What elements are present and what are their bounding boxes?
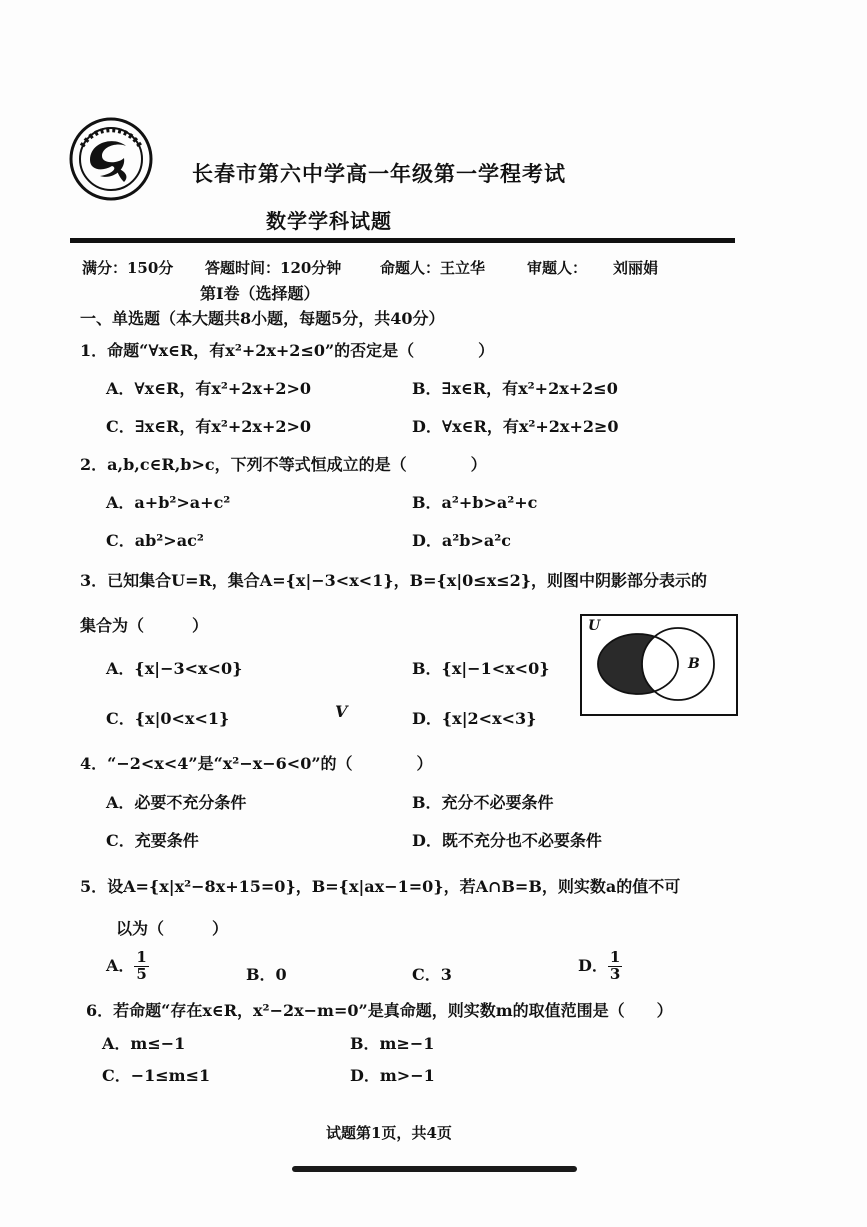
q4-option-b: B．充分不必要条件 [412,793,554,812]
question-3-stem: 3．已知集合U=R，集合A={x|−3<x<1}，B={x|0≤x≤2}，则图中阴影部分表示的 [80,571,708,590]
question-4-stem: 4．“−2<x<4”是“x²−x−6<0”的（ ） [80,754,433,773]
venn-universe-label: U [588,618,601,634]
school-logo [68,116,154,202]
q3-option-a: A．{x|−3<x<0} [106,659,243,678]
q5-option-a: A． $\frac{1}{5}$ [106,948,147,983]
exam-subtitle: 数学学科试题 [266,209,392,233]
home-indicator[interactable] [292,1166,577,1172]
answer-time: 答题时间：120分钟 [205,259,342,277]
venn-set-b-label: B [688,656,700,672]
q5-option-c: C．3 [412,965,452,984]
question-2-stem: 2．a,b,c∈R,b>c，下列不等式恒成立的是（ ） [80,455,487,474]
full-score: 满分：150分 [82,259,174,277]
handwritten-mark: V [335,702,348,721]
q4-option-c: C．充要条件 [106,831,199,850]
question-6-stem: 6．若命题“存在x∈R，x²−2x−m=0”是真命题，则实数m的取值范围是（ ） [86,1001,673,1020]
header-rule [70,238,735,243]
q1-option-a: A．∀x∈R，有x²+2x+2>0 [106,379,312,398]
q2-option-d: D．a²b>a²c [412,531,511,550]
q2-option-a: A．a+b²>a+c² [106,493,231,512]
q1-option-d: D．∀x∈R，有x²+2x+2≥0 [412,417,619,436]
q6-option-c: C．−1≤m≤1 [102,1066,211,1085]
section-title: 一、单选题（本大题共8小题，每题5分，共40分） [80,309,445,328]
q1-option-b: B．∃x∈R，有x²+2x+2≤0 [412,379,618,398]
q5-option-b: B．0 [246,965,287,984]
q1-option-c: C．∃x∈R，有x²+2x+2>0 [106,417,312,436]
venn-diagram [580,614,740,718]
question-author: 命题人：王立华 [380,259,486,277]
q6-option-a: A．m≤−1 [102,1034,186,1053]
question-5-stem: 5．设A={x|x²−8x+15=0}，B={x|ax−1=0}，若A∩B=B，则实数a的值不可 [80,877,681,896]
question-5-stem-continued: 以为（ ） [116,919,229,938]
question-3-stem-continued: 集合为（ ） [80,616,209,635]
q6-option-d: D．m>−1 [350,1066,435,1085]
q6-option-b: B．m≥−1 [350,1034,435,1053]
question-1-stem: 1．命题“∀x∈R，有x²+2x+2≤0”的否定是（ ） [80,341,495,360]
exam-title: 长春市第六中学高一年级第一学程考试 [192,161,566,186]
q4-option-d: D．既不充分也不必要条件 [412,831,602,850]
q5-option-d: D． $\frac{1}{3}$ [578,948,621,983]
q3-option-b: B．{x|−1<x<0} [412,659,550,678]
q2-option-c: C．ab²>ac² [106,531,204,550]
volume-title: 第Ⅰ卷（选择题） [200,284,320,303]
q2-option-b: B．a²+b>a²+c [412,493,538,512]
reviewer-label: 审题人： [527,259,588,277]
q3-option-d: D．{x|2<x<3} [412,709,537,728]
q4-option-a: A．必要不充分条件 [106,793,247,812]
q3-option-c: C．{x|0<x<1} [106,709,230,728]
reviewer-name: 刘丽娟 [613,259,659,277]
page-footer: 试题第1页，共4页 [326,1124,452,1142]
